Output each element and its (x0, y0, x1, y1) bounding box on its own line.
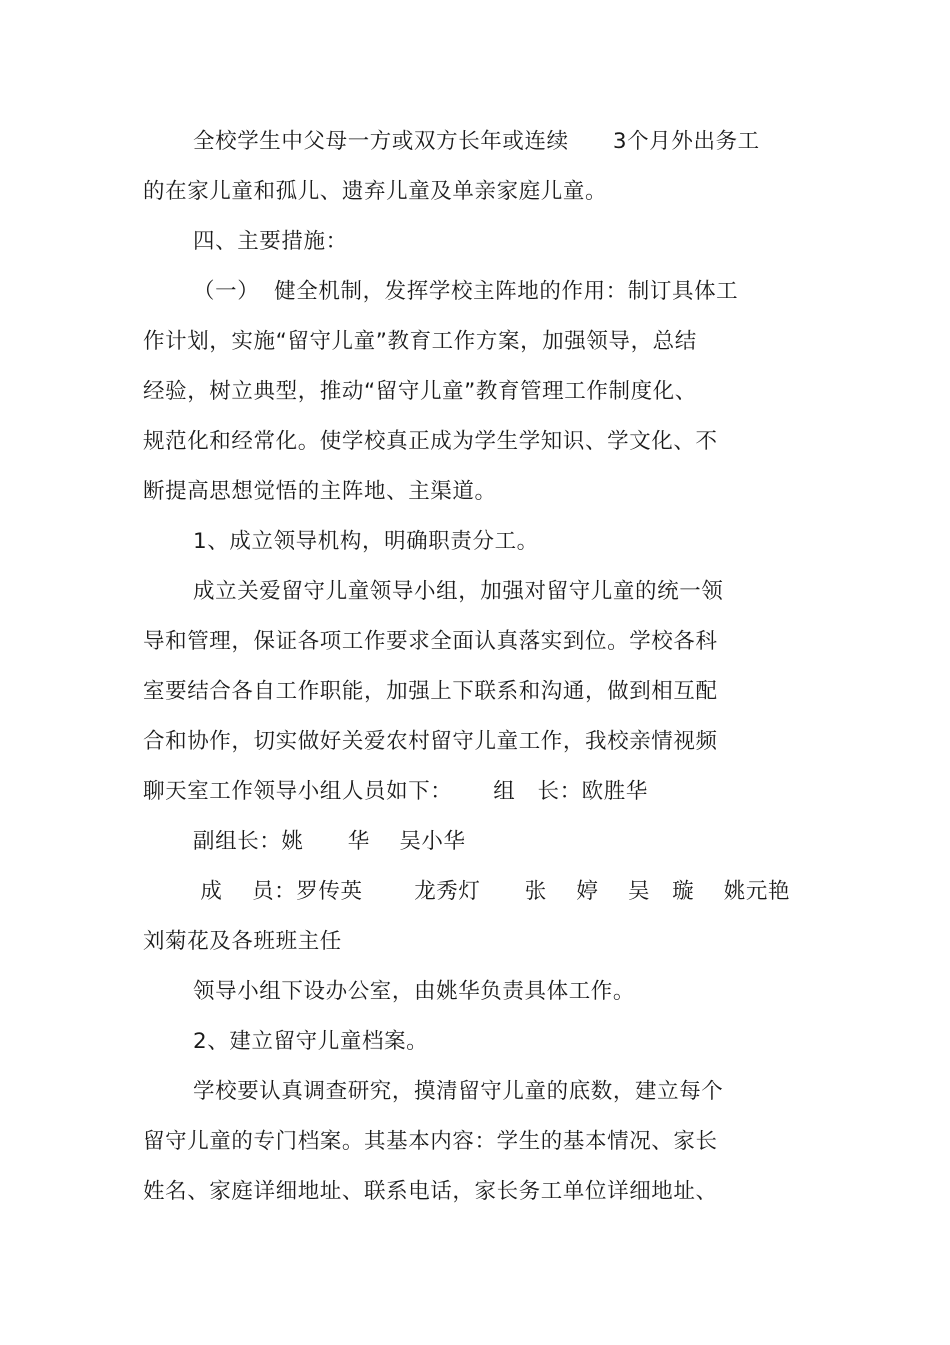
paragraph-line: 学校要认真调查研究，摸清留守儿童的底数，建立每个 (193, 1079, 724, 1104)
paragraph-line: 合和协作，切实做好关爱农村留守儿童工作，我校亲情视频 (143, 729, 718, 754)
paragraph-line: 断提高思想觉悟的主阵地、主渠道。 (143, 479, 497, 504)
paragraph-line: 留守儿童的专门档案。其基本内容：学生的基本情况、家长 (143, 1129, 718, 1154)
subsection-heading: 1、成立领导机构，明确职责分工。 (193, 529, 539, 554)
paragraph-line: 室要结合各自工作职能，加强上下联系和沟通，做到相互配 (143, 679, 718, 704)
paragraph-line: 姓名、家庭详细地址、联系电话，家长务工单位详细地址、 (143, 1179, 718, 1204)
paragraph-line: 副组长：姚 华 吴小华 (193, 829, 466, 854)
paragraph-line: 领导小组下设办公室，由姚华负责具体工作。 (193, 979, 636, 1004)
paragraph-line: （一） 健全机制，发挥学校主阵地的作用：制订具体工 (193, 279, 739, 304)
paragraph-line: 作计划，实施“留守儿童”教育工作方案，加强领导，总结 (143, 329, 697, 354)
paragraph-line: 经验，树立典型，推动“留守儿童”教育管理工作制度化、 (143, 379, 697, 404)
paragraph-line: 全校学生中父母一方或双方长年或连续 3个月外出务工 (193, 129, 760, 154)
paragraph-line: 聊天室工作领导小组人员如下： 组 长：欧胜华 (143, 779, 648, 804)
paragraph-line: 规范化和经常化。使学校真正成为学生学知识、学文化、不 (143, 429, 718, 454)
paragraph-line: 导和管理，保证各项工作要求全面认真落实到位。学校各科 (143, 629, 718, 654)
section-heading: 四、主要措施： (193, 229, 348, 254)
paragraph-line: 成 员：罗传英 龙秀灯 张 婷 吴 璇 姚元艳 (193, 879, 791, 904)
paragraph-line: 的在家儿童和孤儿、遗弃儿童及单亲家庭儿童。 (143, 179, 608, 204)
paragraph-line: 成立关爱留守儿童领导小组，加强对留守儿童的统一领 (193, 579, 724, 604)
paragraph-line: 刘菊花及各班班主任 (143, 929, 342, 954)
subsection-heading: 2、建立留守儿童档案。 (193, 1029, 429, 1054)
